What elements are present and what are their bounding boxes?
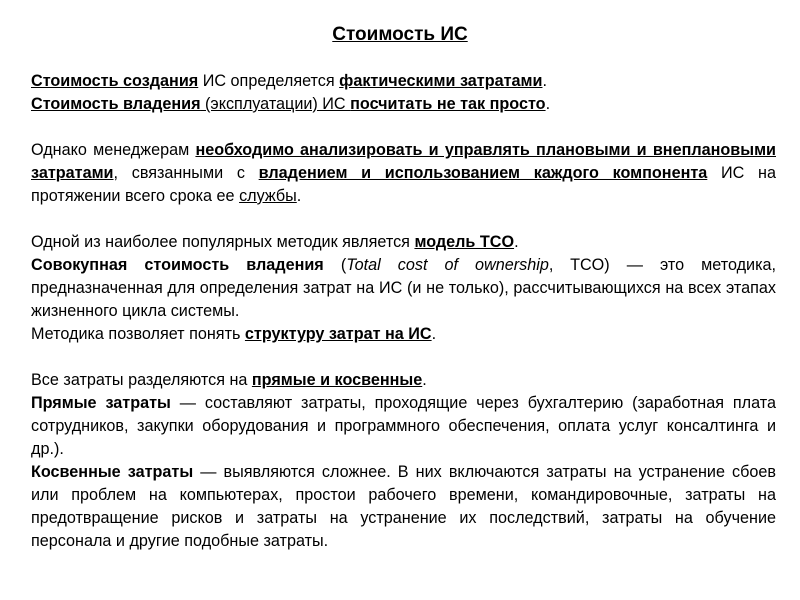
term-direct-costs: Прямые затраты <box>31 394 171 412</box>
text: , TCO) — это методика, предназначенная для определения затрат на ИС (и не только), рассчитывающихся на всех этапах жизненного цикла системы. <box>31 256 777 320</box>
term-manage-costs: необходимо анализировать и управлять плановыми и внеплановыми затратами <box>31 141 776 182</box>
paragraph-managers <box>31 139 776 208</box>
term-tco-model: модель TCO <box>414 233 515 251</box>
text: . <box>545 95 551 113</box>
paragraph-indirect-costs <box>31 461 776 553</box>
paragraph-tco-definition <box>31 254 776 323</box>
text: — выявляются сложнее. В них включаются затраты на устранение сбоев или проблем на компьютерах, простои рабочего времени, командировочные, затраты на предотвращение рисков и затраты на устранение их последствий, затраты на обучение персонала и другие подобные затраты. <box>31 463 776 550</box>
spacer <box>31 116 776 139</box>
term-cost-structure: структуру затрат на ИС <box>244 325 432 343</box>
spacer <box>31 208 776 231</box>
paragraph-creation-cost <box>31 70 776 93</box>
text: , связанными с <box>113 164 259 182</box>
text: . <box>431 325 437 343</box>
text: Все затраты разделяются на <box>31 371 252 389</box>
term-actual-costs: фактическими затратами <box>339 72 543 90</box>
text: . <box>422 371 427 389</box>
text: ИС на протяжении всего срока ее <box>31 164 776 205</box>
term-creation-cost: Стоимость создания <box>31 72 199 90</box>
paragraph-direct-costs <box>31 392 776 461</box>
text: ИС определяется <box>198 72 340 90</box>
text: Одной из наиболее популярных методик является <box>31 233 415 251</box>
text-operation: (эксплуатации) ИС <box>200 95 351 113</box>
text: . <box>542 72 547 90</box>
term-total-cost-ownership: Совокупная стоимость владения <box>31 256 324 274</box>
term-ownership-usage: владением и использованием каждого компонента <box>258 164 708 182</box>
term-ownership-cost: Стоимость владения <box>31 95 201 113</box>
term-direct-indirect: прямые и косвенные <box>251 371 423 389</box>
text: Однако менеджерам <box>31 141 196 159</box>
paragraph-tco-model <box>31 231 776 254</box>
spacer <box>31 346 776 369</box>
slide-title: Стоимость ИС <box>332 24 468 45</box>
paragraph-cost-types <box>31 369 776 392</box>
text-english-term: Total cost of ownership <box>346 256 549 274</box>
term-indirect-costs: Косвенные затраты <box>31 463 194 481</box>
text: . <box>296 187 302 205</box>
paragraph-ownership-cost <box>31 93 776 116</box>
paragraph-cost-structure <box>31 323 776 346</box>
text: ( <box>323 256 347 274</box>
text: Методика позволяет понять <box>31 325 245 343</box>
text: . <box>514 233 519 251</box>
text: — составляют затраты, проходящие через бухгалтерию (заработная плата сотрудников, закупки оборудования и программного обеспечения, оплата услуг консалтинга и др.). <box>31 394 776 458</box>
slide-body <box>31 70 776 553</box>
text-service: службы <box>239 187 297 205</box>
term-not-easy: посчитать не так просто <box>350 95 546 113</box>
